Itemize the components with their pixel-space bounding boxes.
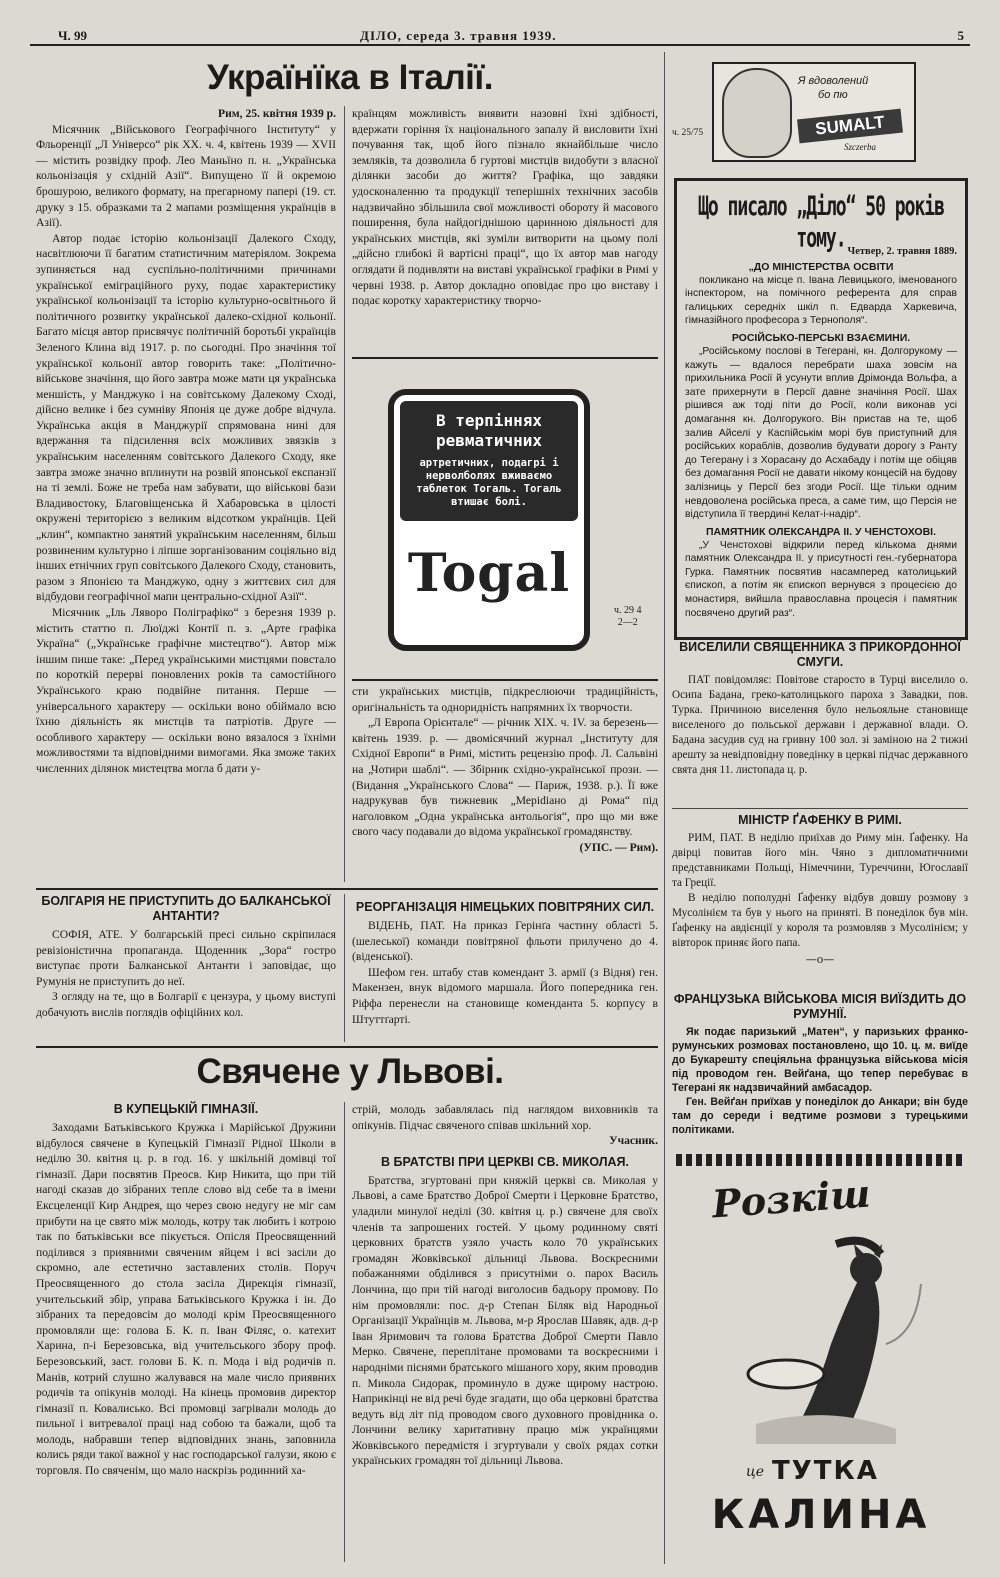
sumalt-speech1: Я вдоволений bbox=[798, 75, 869, 87]
paragraph: Місячник „Військового Географічного Інституту“ у Фльоренції „Л Універсо“ рік ХХ. ч. 4, квітень 1939 — XVII — містить розвідку проф. Лео Маньїно п. н. „Українська кольонізація у східній Азії“. Випущено її й окремою брошурою, великого формату, на прегарному папері (19. ст. друку з 15. образками та 2 мапами розміщення українців в Азії). bbox=[36, 122, 336, 230]
signature: (УПС. — Рим). bbox=[579, 840, 658, 854]
paragraph: „Л Европа Орієнтале“ — річник XIX. ч. IV. за березень—квітень 1939. р. — двомісячний журнал „Інституту для Східної Европи“ в Римі, містить рецензію проф. Л. Сальвіні на „Чотири шаблі“. — Збірник східно-української прози. — (Видання „Українського Слова“ — Париж, 1938. р.). Її вже надрукував був тижневик „Меріdiано ді Рома“ під наголовком „Одна українська антольогія“, про що ми вже свого часу подавали до відома української громадянству. bbox=[352, 716, 658, 839]
column-divider bbox=[344, 106, 345, 882]
headline-priest: ВИСЕЛИЛИ СВЯЩЕННИКА З ПРИКОРДОННОЇ СМУГИ. bbox=[679, 640, 961, 669]
paragraph: покликано на місце п. Івана Левицького, іменованого інспектором, на помічного референта для справ галицьких середніх шкіл п. Едварда Харкевича, гімназійного професора з Тернополя“. bbox=[685, 274, 957, 327]
paragraph: З огляду на те, що в Болгарії є цензура, у цьому виступі добачують вислів поглядів офіційних кол. bbox=[36, 990, 336, 1019]
togal-line3: артретичних, подагрі і нерволболях вживаємо таблеток Тогаль. Тогаль втишає болі. bbox=[416, 457, 562, 508]
subheadline-ministry: „ДО МІНІСТЕРСТВА ОСВІТИ bbox=[748, 260, 894, 273]
signature: Учасник. bbox=[609, 1134, 658, 1148]
sumalt-speech2: бо пю bbox=[818, 89, 848, 101]
paragraph: ВІДЕНЬ, ПАТ. На приказ Герінґа частину області 5. (шелеської) команди повітряної фльоти прилучено до 4. (віденської). bbox=[352, 919, 658, 964]
sumalt-brand: SUMALT bbox=[797, 109, 903, 144]
fifty-years-title: Що писало „Діло“ 50 років тому. bbox=[698, 191, 944, 254]
paragraph: ПАТ повідомляє: Повітове старосто в Турці виселило о. Осипа Бадана, греко-католицького пароха з Завадки, пов. Турка. Причиною виселення було нельояльне становище виселеного до польської держави і державної влади. О. Бадана засудив суд на гривну 100 зол. зі заміною на 2 тижні арешту за невідповідну поведінку в церкві підчас державного свята дня 11. листопада ц. р. bbox=[672, 674, 968, 776]
article-bulgaria bbox=[36, 894, 336, 1021]
masthead-date: ДІЛО, середа 3. травня 1939. bbox=[360, 28, 557, 43]
togal-line1: В терпіннях bbox=[436, 411, 542, 430]
paragraph: „Російському послові в Тегерані, кн. Долгорукому — кажуть — вдалося перебрати шаха зовсім на прихильника Росії й усунути вплив Дрімонда Вольфа, а зате прихернути в Персії давне значіння Росії. Шах рішився аж тоді піти до Росії, коли виконав усі домагання кн. Долгорукого. Він пристав на те, щоб залив Айселі у Каспійськім морі був приступний для російських кораблів, дозволив будувати дорогу з Ранту до Тегерану і з Хорасану до Асхабаду і потім ще обіцяв без домагання Росії не давати нікому концесій на будову залізниць у Персії без згоди Росії. Ще тільки одним невдоволена російська преса, а саме тим, що Персія не відступила її твердині Келат-і-надір“. bbox=[685, 345, 957, 521]
subheadline-brotherhood: В БРАТСТВІ ПРИ ЦЕРКВІ СВ. МИКОЛАЯ. bbox=[381, 1154, 629, 1169]
togal-code2: 2—2 bbox=[617, 617, 638, 628]
kalyna-small: це bbox=[746, 1464, 765, 1480]
sumalt-ad bbox=[672, 56, 968, 166]
article-ukrainica-col2-cont bbox=[352, 684, 658, 856]
paragraph: Заходами Батьківського Кружка і Марійської Дружини відбулося свячене в Купецькій Гімназії Рідної Школи в неділю 30. квітня ц. р. в год. 16. у шкільній домівці тої гімназії. Дари посвятив Преосв. Кир Никита, що при тій нагоді сказав до зібраних тепле слово від себе та в імени Ексцеленції Кир Андрея, що через свою недугу не міг сам прибути на це свято між молодь, котру так любить і котрою так по батьківськи все пікується. Опісля Преосвященний поділився з приявними свяченим яйцем і всі засіли до скромно, але естетично заставлених столів. Поруч Преосвященного до стола засіла Дирекція гімназії, учительський збір, управа Батьківського Кружка і ін. До зібраних та передовсім до молоді крім Преосвященного промовляли ще: голова Б. К. п. Іван Філяс, о. катехит Харина, п-і Березовська, від учительського збору проф. Березовський, заст. голови Б. К. п. Мода і від родичів п. Манів, котрий слушно жалувався на мале число приявних родичів та опікунів молоді. На кінець промовив директор гімназії п. Ковалисько. Всі промовці загрівали молодь до пильної і витревалої праці над собою та бажали, щоб та молодь, набравши тепер відповідних знань, заповнила колись ряди такої важної у нас господарської галузи, якою є торговля. По свяченім, що мало наскрізь родинний ха- bbox=[36, 1121, 336, 1478]
article-lviv-col1 bbox=[36, 1102, 336, 1479]
paragraph: „У Ченстохові відкрили перед кількома днями памятник Олександра II. у присутності ген.-губернатора Гурка. Памятник посвятив насамперед католицький єпископ, а потім як єпископ вернувся з процесією до монастиря, вийшла православна процесія і памятник посвячено другий раз“. bbox=[685, 539, 957, 619]
paragraph: стрій, молодь забавлялась під наглядом виховників та опікунів. Підчас свяченого співав шкільний хор. bbox=[352, 1103, 658, 1132]
page-header bbox=[30, 24, 970, 46]
kalyna-word2: КАЛИНА bbox=[711, 1492, 931, 1538]
article-title-lviv: Свячене у Львові. bbox=[196, 1052, 504, 1091]
paragraph: РИМ, ПАТ. В неділю приїхав до Риму мін. Ґафенку. На двірці повитав його мін. Чяно з дипломатичними представниками Польщі, Німеччини, Туреччини, Югославії та Греції. bbox=[672, 832, 968, 889]
subheadline-monument: ПАМЯТНИК ОЛЕКСАНДРА II. У ЧЕНСТОХОВІ. bbox=[705, 525, 937, 538]
section-divider bbox=[36, 1046, 658, 1048]
page-number-right: 5 bbox=[957, 28, 964, 43]
paragraph: Автор подає історію кольонізації Далекого Сходу, насвітлюючи її багатим статистичним матеріялом. Зокрема зупиняється над суспільно-політичними причинами української еміграційного руху, подає характеристику української кольонізації та історію культурно-освітнього й політичного розвитку української далеко-східної кольонії. Багато місця автор присвячує політичній боротьбі українців Зеленого Клина від 1917. р. по сьогодні. Про значіння тої української кольонії автор говорить таке: „Політично-військове значіння, що його завтра може мати ця українська меншість, у Манджуко і на совітському Далекому Сході, дійсно велике і без сумніву Японія це дуже добре відчула. Українська акція в Манджурії спрямована нині для вдержання та підсилення всіх можливих звязків з українським населенням совітського Далекого Сходу, яке завтра зможе значно вплинути на розвій японської експанзії на ті землі. Боже не треба нам забувати, що військові бази Владивостоку, Благовіщенська й Хабаровська в цілості окружені територією з великим відсотком українців. Цей „клин“, компактно занятий українським населенням, більш розвиненим культурно і ліпше зорганізованим соціяльно від інших етнічних груп совітського Далекого Сходу, становить, разом з Японією та Манджуко, одну з життєвих сил для відбудови географічної мапи центрально-східної Азії“. bbox=[36, 231, 336, 604]
paragraph: сти українських мистців, підкреслюючи традиційність, оригінальність та одноридність напрямних їх творчости. bbox=[352, 685, 658, 714]
togal-ad bbox=[352, 357, 658, 681]
togal-line2: ревматичних bbox=[436, 431, 542, 450]
headline-luftwaffe: РЕОРГАНІЗАЦІЯ НІМЕЦЬКИХ ПОВІТРЯНИХ СИЛ. bbox=[355, 900, 655, 914]
subheadline-persia: РОСІЙСЬКО-ПЕРСЬКІ ВЗАЄМИНИ. bbox=[731, 331, 911, 344]
kalyna-word1: ТУТКА bbox=[772, 1456, 879, 1486]
column-divider bbox=[344, 1102, 345, 1562]
cat-icon bbox=[716, 1224, 936, 1464]
ornament-border bbox=[676, 1154, 966, 1166]
page-number-left: Ч. 99 bbox=[58, 28, 88, 43]
article-priest bbox=[672, 640, 968, 778]
sumalt-frame bbox=[712, 62, 916, 162]
subheadline-gymnasium: В КУПЕЦЬКІЙ ГІМНАЗІЇ. bbox=[113, 1102, 259, 1116]
fifty-years-box bbox=[674, 178, 968, 640]
article-gafencu bbox=[672, 808, 968, 966]
article-ukrainica-col1 bbox=[36, 106, 336, 777]
togal-code: ч. 29 4 bbox=[614, 605, 642, 616]
article-title-ukrainica: Українїка в Італії. bbox=[207, 58, 493, 97]
article-ukrainica-col2 bbox=[352, 106, 658, 309]
paragraph: Шефом ген. штабу став комендант 3. армії (з Відня) ген. Макензен, внук відомого маршала. Його попередника ген. Ріффа перенесли на становище коменданта 5. корпусу в Штуттґарті. bbox=[352, 965, 658, 1026]
separator: —о— bbox=[805, 953, 835, 966]
paragraph: В неділю пополудні Ґафенку відбув довшу розмову з Мусолінієм та був у нього на приняті. В понеділок був мін. Ґафенку на авдієнції у короля та розмовляв з Мусолінієм; у вівторок приняє його папа. bbox=[672, 892, 968, 949]
kalyna-script: Розкіш bbox=[710, 1170, 872, 1227]
paragraph: країнцям можливість виявити назовні їхні здібності, вдержати горіння їх національного запалу й висловити їхні почування так, щоб його пізнало якнайбільше число земляків, та дозволила б гуртові мистців видобути з власної ділянки засоби до життя? Графіка, що завдяки удосконаленню та продукції теперішніх технічних засобів надзвичайно збільшила свої можливості обороту й масового поширення, була найдогіднішою царинною діяльності для українських мистців, які зуміли витворити на цьому полі „дійсно глибокі й вартісні праці“, що їх автор мав нагоду оглядати й подивляти на виставі української графіки в Римі у червні 1938. р. Автор докладно оповідає про цю виставу і подає коротку характеристику творчо- bbox=[352, 107, 658, 308]
man-face-icon bbox=[722, 68, 792, 158]
article-lviv-col2 bbox=[352, 1102, 658, 1469]
togal-package bbox=[388, 389, 590, 651]
dateline: Четвер, 2. травня 1889. bbox=[847, 246, 957, 257]
column-divider bbox=[664, 52, 665, 1564]
headline-mission: ФРАНЦУЗЬКА ВІЙСЬКОВА МІСІЯ ВИЇЗДИТЬ ДО РУМУНІЇ. bbox=[673, 992, 967, 1021]
headline-bulgaria: БОЛГАРІЯ НЕ ПРИСТУПИТЬ ДО БАЛКАНСЬКОЇ АНТАНТИ? bbox=[41, 894, 331, 923]
togal-brand: Togal bbox=[407, 543, 571, 604]
paragraph: Як подає паризький „Матен“, у паризьких франко-румунських розмовах постановлено, що 10. ц. м. виїде до Букарешту спеціяльна французька військова місія під проводом ген. Вейґана, що тепер перебуває в Тегерані як надзвичайний амбасадор. bbox=[672, 1026, 968, 1094]
sumalt-code: ч. 25/75 bbox=[672, 128, 704, 138]
column-divider bbox=[344, 894, 345, 1042]
section-divider bbox=[36, 888, 658, 890]
paragraph: СОФІЯ, АТЕ. У болгарській пресі сильно скріпилася ревізіоністична пропаганда. Щоденник „Зора“ гостро виступає проти Балканської Антанти і заповідає, що Румунія не приступить до неї. bbox=[36, 928, 336, 988]
dateline: Рим, 25. квітня 1939 р. bbox=[218, 107, 336, 120]
paragraph: Місячник „Іль Лявoро Поліграфіко“ з березня 1939 р. містить статтю п. Люїджі Контії п. з. „Арте графіка Україна“ („Українське графічне мистецтво“). Автор між іншим пише таке: „Перед українськими мистцями повстало по короткій перерві поновлених років та самостійного Українського краю подвійне питання. Перше — універсального характеру — оскільки воно обіймало всю їхню діяльність як мистців та патріотів. Друге — особливого характеру — оскільки воно вязалося з їхніми можливостями та відповідними вимогами. Яка зможе таких численних ділянок мистецтва могла б дати у- bbox=[36, 606, 336, 775]
paragraph: Братства, згуртовані при княжій церкві св. Миколая у Львові, а саме Братство Доброї Смерти і Церковне Братство, уладили минулої неділі (30. квітня ц. р.) свячене для своїх членів та запрошених гостей. У цьому родинному святі церковних братств узяло участь коло 70 українських громадян Жовківської дільниці Львова. Воскресними побажаннями обділився з присутніми о. парох Василь Лончина, що при тій нагоді виголосив бадьору промову. По нім промовляли: пос. д-р Степан Біляк від Народньої Організації Українців м. Львова, м-р Ярослав Шавяк, адв. д-р Іван Яримович та голова Братства Доброї Смерти Павло Мерко. Свячене, перeплітане промовами та воскресними і народніми піснями братського мішаного хору, яким проводив п. Микола Сидорак, проминуло в дуже щирому настрою. Наприкінці не від речі буде згадати, що оба церковні братства ведуть від літ під проводом свого духовного провідника о. Лончини велику харитативну працю між українцями Жовківського передмістя і згуртували у своїх рядах сотки українських громадян тої дільниці Львова. bbox=[352, 1173, 658, 1468]
article-mission bbox=[672, 992, 968, 1137]
sumalt-sub: Szczerba bbox=[844, 142, 876, 152]
kalyna-ad bbox=[676, 1172, 966, 1552]
paragraph: Ген. Вейґан приїхав у понеділок до Анкари; він буде там до середи і ведтиме розмови з турецькими політиками. bbox=[672, 1096, 968, 1136]
article-luftwaffe bbox=[352, 900, 658, 1027]
headline-gafencu: МІНІСТР ҐАФЕНКУ В РИМІ. bbox=[738, 813, 902, 827]
